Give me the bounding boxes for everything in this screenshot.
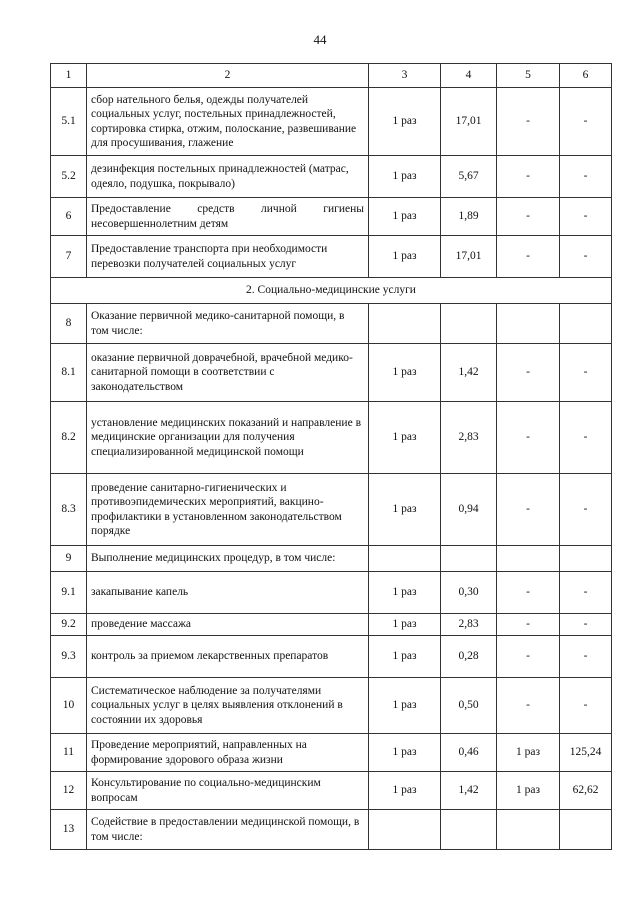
frequency-2: - [497, 236, 560, 278]
price: 1,42 [441, 344, 497, 402]
frequency: 1 раз [369, 236, 441, 278]
price: 0,28 [441, 636, 497, 678]
table-row [51, 734, 612, 772]
service-name: Предоставление средств личной гигиены несовершеннолетним детям [87, 198, 369, 236]
table-row [51, 236, 612, 278]
price: 1,89 [441, 198, 497, 236]
row-number: 8 [51, 304, 87, 344]
frequency-2: - [497, 88, 560, 156]
row-number: 5.1 [51, 88, 87, 156]
service-name: Предоставление транспорта при необходимости перевозки получателей социальных услуг [87, 236, 369, 278]
row-number: 7 [51, 236, 87, 278]
service-name: оказание первичной доврачебной, врачебной медико-санитарной помощи в соответствии с законодательством [87, 344, 369, 402]
table-row [51, 546, 612, 572]
header-row [51, 64, 612, 88]
price: 2,83 [441, 402, 497, 474]
frequency-2: - [497, 474, 560, 546]
frequency: 1 раз [369, 636, 441, 678]
services-table [50, 63, 612, 850]
service-name: Консультирование по социально-медицинским вопросам [87, 772, 369, 810]
price: 1,42 [441, 772, 497, 810]
frequency: 1 раз [369, 678, 441, 734]
price-2: - [560, 614, 612, 636]
price: 5,67 [441, 156, 497, 198]
price-2: - [560, 198, 612, 236]
row-number: 10 [51, 678, 87, 734]
price: 0,30 [441, 572, 497, 614]
frequency-2: - [497, 198, 560, 236]
frequency-2: - [497, 636, 560, 678]
frequency [369, 304, 441, 344]
frequency-2 [497, 810, 560, 850]
table-row [51, 88, 612, 156]
price-2: - [560, 636, 612, 678]
price: 0,50 [441, 678, 497, 734]
frequency: 1 раз [369, 88, 441, 156]
frequency [369, 546, 441, 572]
row-number: 9 [51, 546, 87, 572]
price-2: - [560, 572, 612, 614]
frequency: 1 раз [369, 344, 441, 402]
service-name: установление медицинских показаний и направление в медицинские организации для получения специализированной медицинской помощи [87, 402, 369, 474]
table-row [51, 678, 612, 734]
frequency: 1 раз [369, 572, 441, 614]
frequency-2: - [497, 156, 560, 198]
frequency-2: - [497, 402, 560, 474]
price-2: - [560, 236, 612, 278]
header-cell-2: 2 [87, 64, 369, 88]
service-name: закапывание капель [87, 572, 369, 614]
service-name: Систематическое наблюдение за получателями социальных услуг в целях выявления отклонений в состоянии их здоровья [87, 678, 369, 734]
header-cell-4: 4 [441, 64, 497, 88]
frequency-2: - [497, 678, 560, 734]
frequency: 1 раз [369, 772, 441, 810]
service-name: дезинфекция постельных принадлежностей (матрас, одеяло, подушка, покрывало) [87, 156, 369, 198]
price-2: - [560, 402, 612, 474]
row-number: 9.3 [51, 636, 87, 678]
row-number: 13 [51, 810, 87, 850]
table-row [51, 402, 612, 474]
table-row [51, 614, 612, 636]
price: 17,01 [441, 88, 497, 156]
frequency: 1 раз [369, 402, 441, 474]
service-name: Содействие в предоставлении медицинской помощи, в том числе: [87, 810, 369, 850]
price [441, 546, 497, 572]
service-name: проведение санитарно-гигиенических и противоэпидемических мероприятий, вакцино-профилактики в установленном законодательством порядке [87, 474, 369, 546]
frequency-2 [497, 304, 560, 344]
price-2: - [560, 88, 612, 156]
header-cell-3: 3 [369, 64, 441, 88]
row-number: 6 [51, 198, 87, 236]
price-2: - [560, 156, 612, 198]
table-row [51, 304, 612, 344]
row-number: 12 [51, 772, 87, 810]
price [441, 810, 497, 850]
price-2: 125,24 [560, 734, 612, 772]
header-cell-6: 6 [560, 64, 612, 88]
frequency: 1 раз [369, 156, 441, 198]
service-name: проведение массажа [87, 614, 369, 636]
frequency-2: 1 раз [497, 734, 560, 772]
price-2: - [560, 474, 612, 546]
price: 0,94 [441, 474, 497, 546]
frequency [369, 810, 441, 850]
frequency-2: - [497, 344, 560, 402]
price-2: 62,62 [560, 772, 612, 810]
row-number: 8.1 [51, 344, 87, 402]
price: 2,83 [441, 614, 497, 636]
table-row [51, 636, 612, 678]
header-cell-5: 5 [497, 64, 560, 88]
row-number: 8.3 [51, 474, 87, 546]
price: 0,46 [441, 734, 497, 772]
frequency-2: - [497, 572, 560, 614]
price-2 [560, 810, 612, 850]
header-cell-1: 1 [51, 64, 87, 88]
row-number: 5.2 [51, 156, 87, 198]
table-row [51, 198, 612, 236]
table-row [51, 572, 612, 614]
table-row [51, 772, 612, 810]
price-2 [560, 304, 612, 344]
frequency-2: 1 раз [497, 772, 560, 810]
service-name: Выполнение медицинских процедур, в том числе: [87, 546, 369, 572]
price-2: - [560, 678, 612, 734]
row-number: 8.2 [51, 402, 87, 474]
frequency: 1 раз [369, 198, 441, 236]
page-number: 44 [313, 32, 327, 47]
section-title: 2. Социально-медицинские услуги [51, 278, 612, 304]
service-name: сбор нательного белья, одежды получателей социальных услуг, постельных принадлежностей, сортировка стирка, отжим, полоскание, развешивание для просушивания, глажение [87, 88, 369, 156]
frequency: 1 раз [369, 474, 441, 546]
frequency-2 [497, 546, 560, 572]
price: 17,01 [441, 236, 497, 278]
service-name: Проведение мероприятий, направленных на формирование здорового образа жизни [87, 734, 369, 772]
price [441, 304, 497, 344]
service-name: Оказание первичной медико-санитарной помощи, в том числе: [87, 304, 369, 344]
table-row [51, 474, 612, 546]
row-number: 9.2 [51, 614, 87, 636]
row-number: 9.1 [51, 572, 87, 614]
price-2 [560, 546, 612, 572]
row-number: 11 [51, 734, 87, 772]
table-row [51, 156, 612, 198]
frequency: 1 раз [369, 614, 441, 636]
frequency: 1 раз [369, 734, 441, 772]
price-2: - [560, 344, 612, 402]
table-row [51, 344, 612, 402]
section-row [51, 278, 612, 304]
table-row [51, 810, 612, 850]
frequency-2: - [497, 614, 560, 636]
service-name: контроль за приемом лекарственных препаратов [87, 636, 369, 678]
